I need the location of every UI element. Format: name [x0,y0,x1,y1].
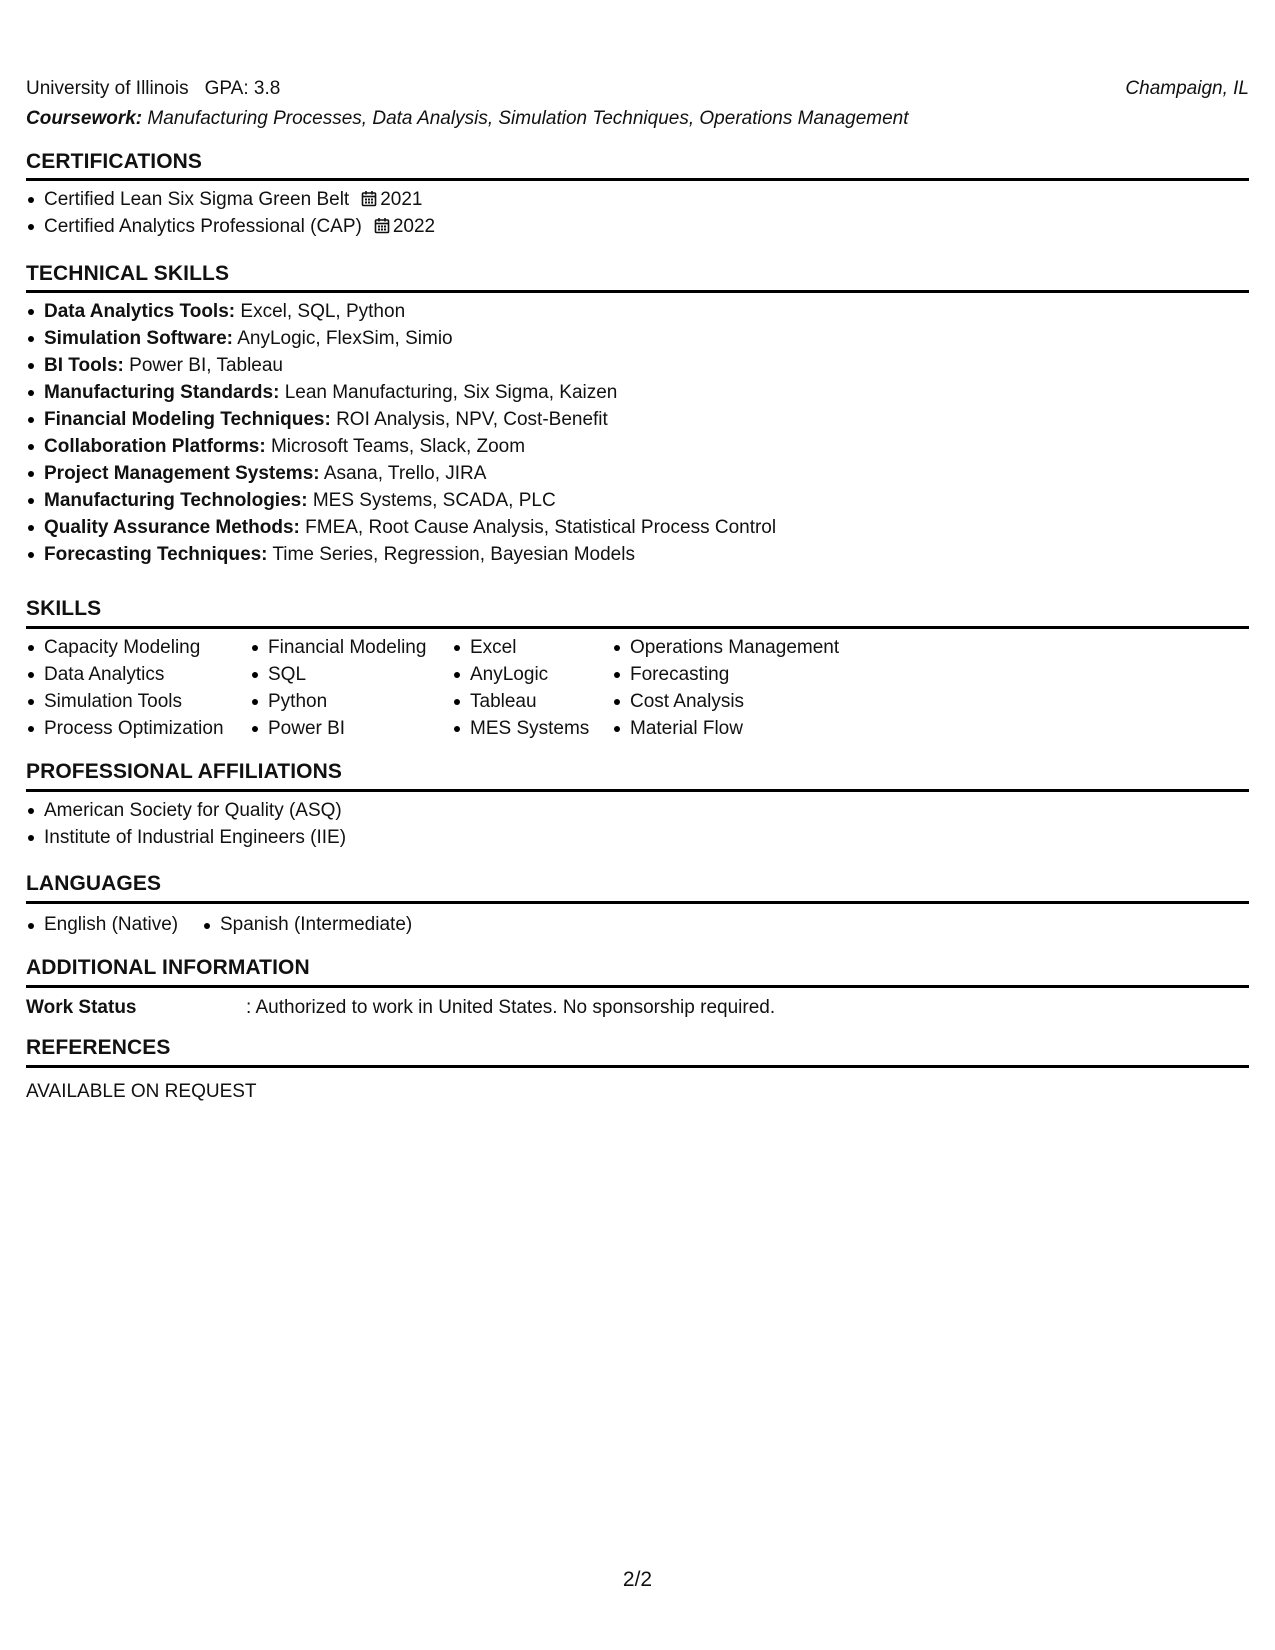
calendar-icon [361,190,377,207]
technical-skill-item: Collaboration Platforms: Microsoft Teams, Slack, Zoom [26,433,776,460]
section-divider [26,178,1249,181]
technical-skill-item: Manufacturing Standards: Lean Manufacturing, Six Sigma, Kaizen [26,379,776,406]
section-title-skills: SKILLS [26,597,102,620]
section-divider [26,789,1249,792]
skill-item: Forecasting [612,661,839,688]
skill-item: AnyLogic [452,661,589,688]
skills-column [250,634,426,742]
education-row [26,78,1249,104]
technical-skill-item: Project Management Systems: Asana, Trello, JIRA [26,460,776,487]
affiliation-item: American Society for Quality (ASQ) [26,797,346,824]
skill-item: SQL [250,661,426,688]
skill-item: Excel [452,634,589,661]
technical-skill-item: Financial Modeling Techniques: ROI Analysis, NPV, Cost-Benefit [26,406,776,433]
technical-skill-item: Data Analytics Tools: Excel, SQL, Python [26,298,776,325]
affiliation-item: Institute of Industrial Engineers (IIE) [26,824,346,851]
certification-item: Certified Analytics Professional (CAP) 2022 [26,213,435,240]
section-title-additional-info: ADDITIONAL INFORMATION [26,956,310,979]
section-divider [26,985,1249,988]
skill-item: Capacity Modeling [26,634,224,661]
technical-skill-item: Quality Assurance Methods: FMEA, Root Cause Analysis, Statistical Process Control [26,514,776,541]
school-location: Champaign, IL [1125,78,1249,99]
skill-item: Power BI [250,715,426,742]
work-status-value: : Authorized to work in United States. No sponsorship required. [246,997,776,1018]
work-status-label: Work Status [26,997,137,1018]
certifications-list [26,186,435,240]
language-item: English (Native) [26,914,178,936]
certification-year: 2021 [380,189,423,210]
education-school-line [26,78,280,100]
school-name: University of Illinois [26,78,189,99]
skill-item: Process Optimization [26,715,224,742]
coursework-line [26,108,909,130]
technical-skill-item: Forecasting Techniques: Time Series, Regression, Bayesian Models [26,541,776,568]
section-divider [26,901,1249,904]
skill-item: Data Analytics [26,661,224,688]
skill-item: Python [250,688,426,715]
skill-item: Financial Modeling [250,634,426,661]
skill-item: Cost Analysis [612,688,839,715]
skill-item: Tableau [452,688,589,715]
section-divider [26,1065,1249,1068]
technical-skills-list [26,298,776,568]
technical-skill-item: Manufacturing Technologies: MES Systems, SCADA, PLC [26,487,776,514]
affiliations-list [26,797,346,851]
skills-column [452,634,589,742]
coursework-label: Coursework: [26,108,143,129]
certification-item: Certified Lean Six Sigma Green Belt 2021 [26,186,435,213]
section-divider [26,626,1249,629]
skills-column [612,634,839,742]
calendar-icon [374,217,390,234]
page-number: 2/2 [622,1568,653,1591]
technical-skill-item: Simulation Software: AnyLogic, FlexSim, Simio [26,325,776,352]
language-item: Spanish (Intermediate) [202,914,412,936]
coursework-value: Manufacturing Processes, Data Analysis, Simulation Techniques, Operations Management [147,108,909,129]
skill-item: Simulation Tools [26,688,224,715]
references-text: AVAILABLE ON REQUEST [26,1081,257,1102]
skill-item: MES Systems [452,715,589,742]
skills-column [26,634,224,742]
section-title-affiliations: PROFESSIONAL AFFILIATIONS [26,760,342,783]
certification-year: 2022 [392,216,436,237]
technical-skill-item: BI Tools: Power BI, Tableau [26,352,776,379]
section-title-references: REFERENCES [26,1036,171,1059]
section-title-languages: LANGUAGES [26,872,162,895]
section-title-certifications: CERTIFICATIONS [26,150,203,173]
gpa: GPA: 3.8 [204,78,281,99]
section-divider [26,290,1249,293]
section-title-technical-skills: TECHNICAL SKILLS [26,262,230,285]
skill-item: Operations Management [612,634,839,661]
skill-item: Material Flow [612,715,839,742]
